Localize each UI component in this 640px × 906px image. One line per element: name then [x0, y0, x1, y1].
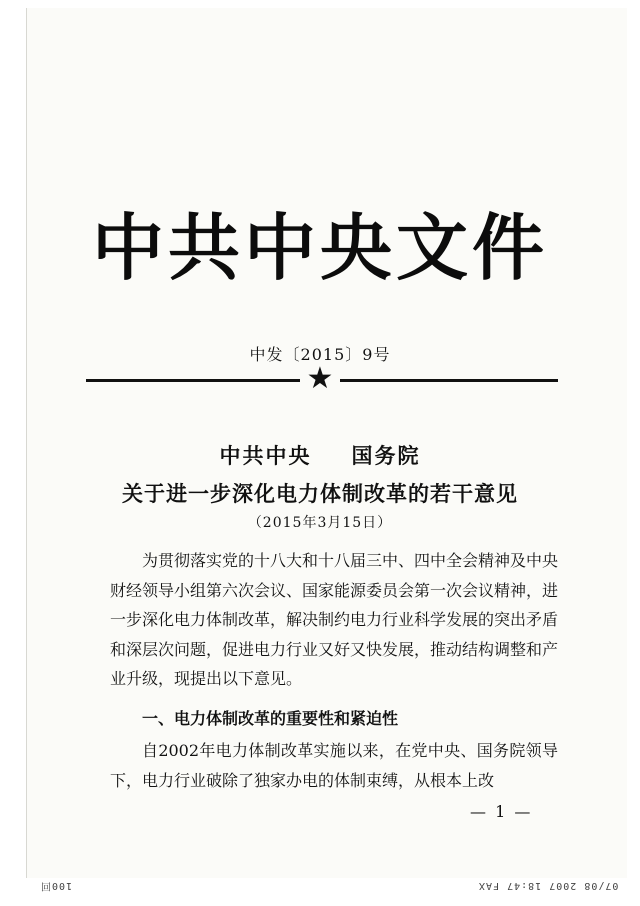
header-rule-left: [86, 379, 300, 382]
section-heading: 一、电力体制改革的重要性和紧迫性: [142, 709, 399, 728]
star-icon: ★: [306, 361, 334, 396]
document-header-title: 中共中央文件: [91, 206, 548, 290]
document-issuers: [0, 440, 640, 470]
header-rule-right: [340, 379, 558, 382]
section-paragraph-block: [110, 736, 558, 795]
intro-paragraph: 为贯彻落实党的十八大和十八届三中、四中全会精神及中央财经领导小组第六次会议、国家能源委员会第一次会议精神，进一步深化电力体制改革，解决制约电力行业科学发展的突出矛盾和深层次问题，促进电力行业又好又快发展，推动结构调整和产业升级，现提出以下意见。: [110, 551, 559, 688]
document-date: （2015年3月15日）: [247, 515, 393, 531]
document-title: 关于进一步深化电力体制改革的若干意见: [122, 481, 518, 506]
intro-paragraph-block: [110, 546, 558, 694]
issuer-ccp-central-committee: 中共中央: [219, 443, 312, 468]
fax-code-left: 100回: [40, 880, 73, 891]
section-paragraph: 自2002年电力体制改革实施以来，在党中央、国务院领导下，电力行业破除了独家办电的体制束缚，从根本上改: [110, 741, 558, 790]
page-number: — 1 —: [470, 802, 533, 821]
document-number: 中发〔2015〕9号: [249, 345, 391, 364]
fax-timestamp: 07/08 2007 18:47 FAX: [478, 880, 619, 891]
issuer-state-council: 国务院: [351, 443, 421, 468]
